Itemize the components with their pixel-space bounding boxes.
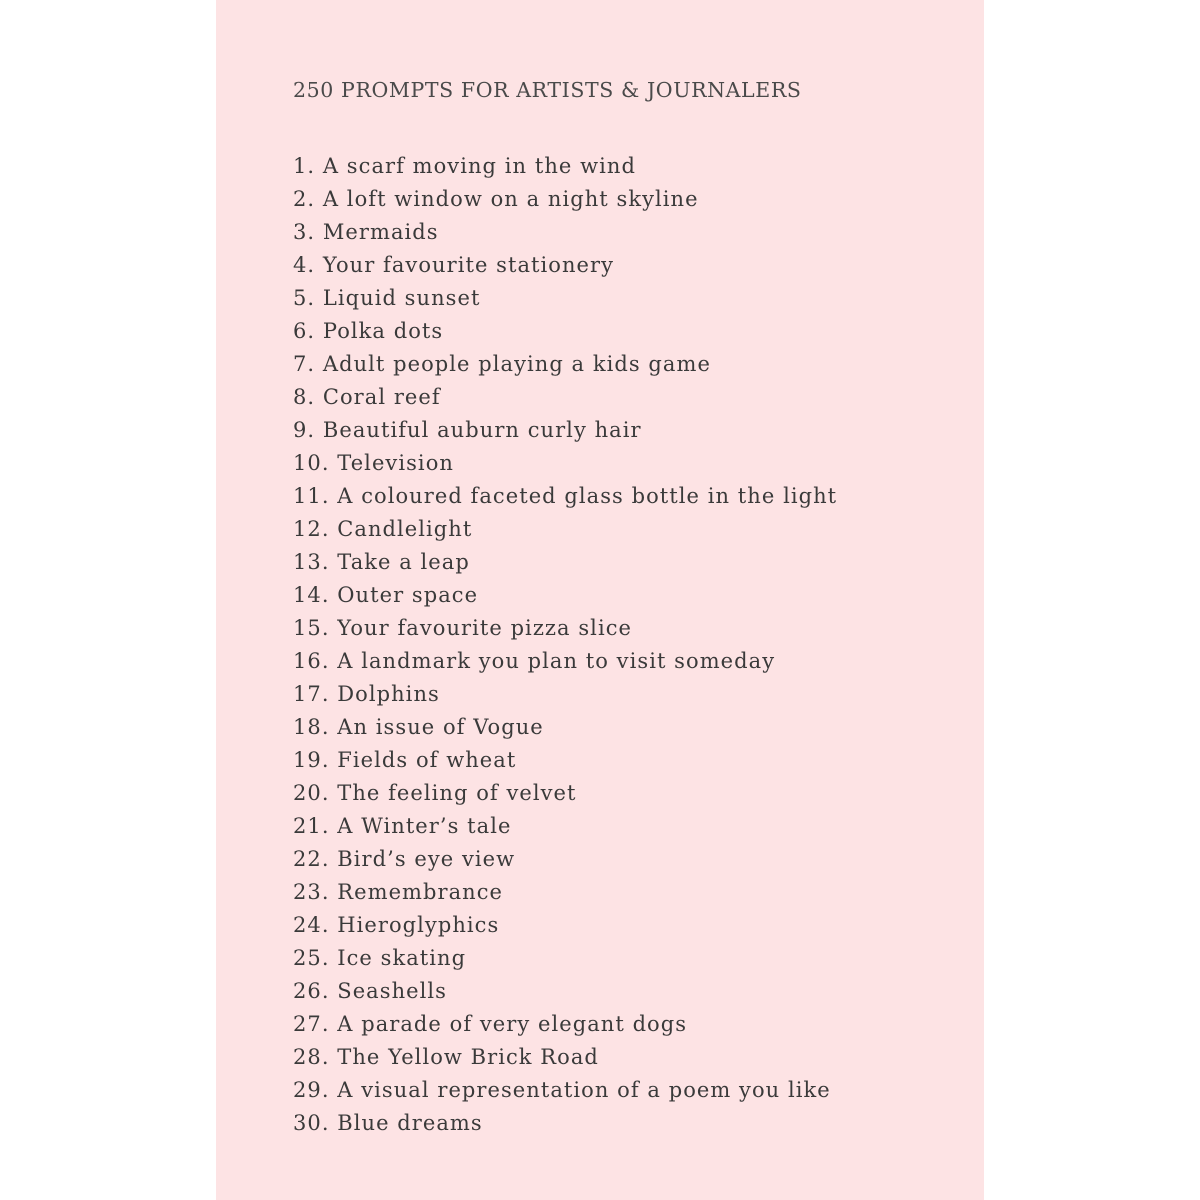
list-item: 19. Fields of wheat	[293, 748, 517, 772]
list-item: 22. Bird’s eye view	[293, 847, 516, 871]
list-item: 26. Seashells	[293, 979, 447, 1003]
list-item: 6. Polka dots	[293, 319, 444, 343]
list-item: 28. The Yellow Brick Road	[293, 1045, 599, 1069]
list-item: 23. Remembrance	[293, 880, 504, 904]
list-item: 3. Mermaids	[293, 220, 439, 244]
list-item: 4. Your favourite stationery	[293, 253, 615, 277]
list-item: 30. Blue dreams	[293, 1111, 483, 1135]
list-item: 10. Television	[293, 451, 454, 475]
list-item: 21. A Winter’s tale	[293, 814, 512, 838]
list-item: 8. Coral reef	[293, 385, 441, 409]
list-item: 29. A visual representation of a poem you like	[293, 1078, 831, 1102]
document-page	[216, 0, 984, 1200]
list-item: 25. Ice skating	[293, 946, 467, 970]
list-item: 5. Liquid sunset	[293, 286, 481, 310]
prompt-list	[293, 150, 837, 1140]
list-item: 12. Candlelight	[293, 517, 473, 541]
list-item: 9. Beautiful auburn curly hair	[293, 418, 642, 442]
list-item: 14. Outer space	[293, 583, 479, 607]
list-item: 2. A loft window on a night skyline	[293, 187, 699, 211]
list-item: 13. Take a leap	[293, 550, 470, 574]
list-item: 15. Your favourite pizza slice	[293, 616, 632, 640]
list-item: 24. Hieroglyphics	[293, 913, 500, 937]
list-item: 27. A parade of very elegant dogs	[293, 1012, 688, 1036]
list-item: 16. A landmark you plan to visit someday	[293, 649, 776, 673]
list-item: 18. An issue of Vogue	[293, 715, 544, 739]
page-title: 250 PROMPTS FOR ARTISTS & JOURNALERS	[293, 78, 802, 102]
list-item: 11. A coloured faceted glass bottle in the light	[293, 484, 838, 508]
list-item: 7. Adult people playing a kids game	[293, 352, 711, 376]
list-item: 20. The feeling of velvet	[293, 781, 577, 805]
list-item: 1. A scarf moving in the wind	[293, 154, 636, 178]
list-item: 17. Dolphins	[293, 682, 440, 706]
